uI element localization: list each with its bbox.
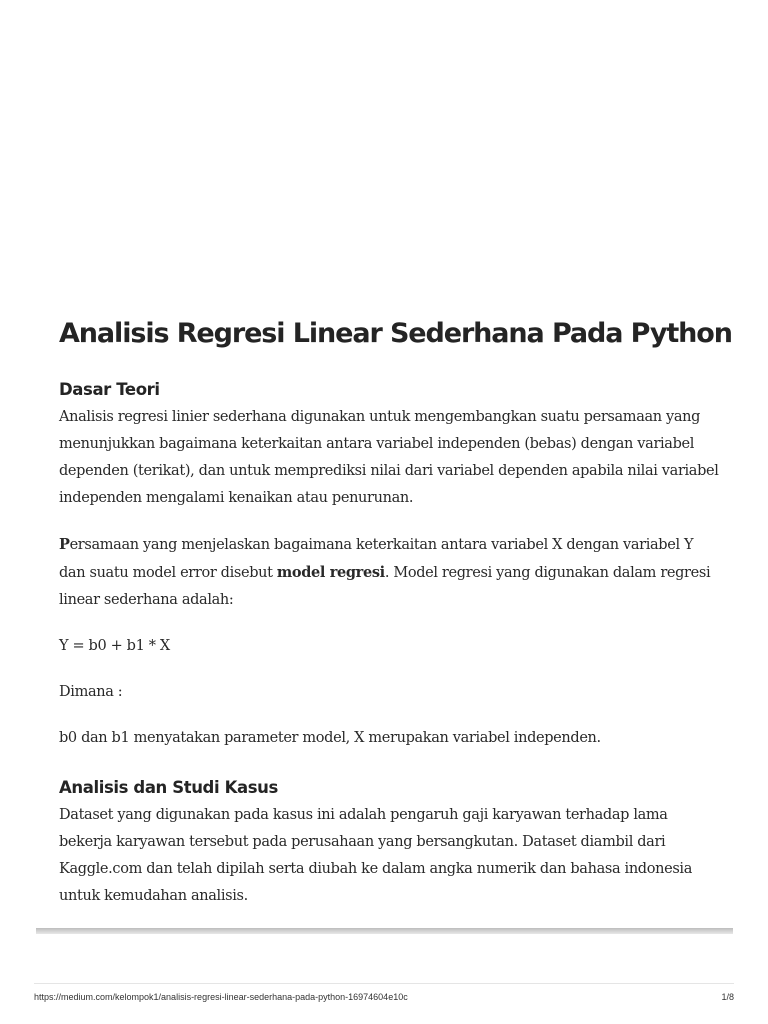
footer-source-url: https://medium.com/kelompok1/analisis-regresi-linear-sederhana-pada-python-16974604e10c	[34, 992, 408, 1002]
paragraph-model-text-start: ersamaan yang menjelaskan bagaimana keterkaitan antara variabel X dengan variabel Y dan suatu model error disebut	[59, 537, 694, 581]
paragraph-model	[59, 531, 719, 614]
drop-initial: P	[59, 536, 70, 553]
dimana-label: Dimana :	[59, 684, 123, 700]
paragraph-definition: Analisis regresi linier sederhana digunakan untuk mengembangkan suatu persamaan yang menunjukkan bagaimana keterkaitan antara variabel independen (bebas) dengan variabel dependen (terikat), dan untuk memprediksi nilai dari variabel dependen apabila nilai variabel independen mengalami kenaikan atau penurunan.	[59, 409, 719, 506]
footer-page-number: 1/8	[721, 992, 734, 1002]
footer-divider	[34, 983, 734, 984]
paragraph-model-text-end: . Model regresi yang digunakan dalam regresi linear sederhana adalah:	[59, 565, 711, 608]
article-content	[59, 312, 732, 910]
bold-term-model-regresi: model regresi	[276, 564, 385, 581]
equation-text: Y = b0 + b1 * X	[59, 638, 170, 654]
article-title: Analisis Regresi Linear Sederhana Pada Python	[59, 318, 732, 349]
paragraph-dataset: Dataset yang digunakan pada kasus ini adalah pengaruh gaji karyawan terhadap lama bekerja karyawan tersebut pada perusahaan yang bersangkutan. Dataset diambil dari Kaggle.com dan telah dipilah serta diubah ke dalam angka numerik dan bahasa indonesia untuk kemudahan analisis.	[59, 807, 693, 904]
section-heading-studi-kasus: Analisis dan Studi Kasus	[59, 778, 278, 797]
section-heading-dasar-teori: Dasar Teori	[59, 380, 160, 399]
paragraph-parameters: b0 dan b1 menyatakan parameter model, X merupakan variabel independen.	[59, 730, 601, 746]
page-break-shadow	[36, 928, 733, 934]
